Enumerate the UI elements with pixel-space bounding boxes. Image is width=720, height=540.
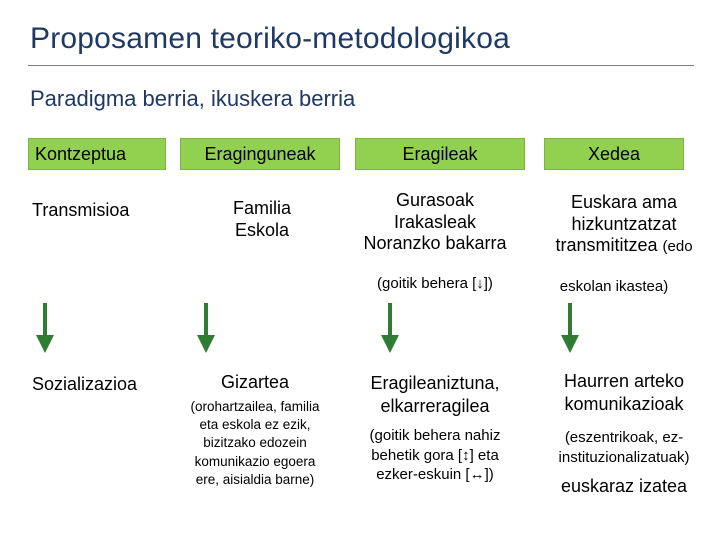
slide-title: Proposamen teoriko-metodologikoa — [30, 22, 510, 55]
row2-xedea-note: (eszentrikoak, ez- instituzionalizatuak) — [558, 429, 690, 466]
row-label-sozializazioa: Sozializazioa — [32, 374, 138, 394]
slide-subtitle: Paradigma berria, ikuskera berria — [30, 86, 356, 111]
header-eraginguneak: Eraginguneak — [180, 138, 340, 170]
header-eragileak: Eragileak — [355, 138, 525, 170]
row2-eragileak-note: (goitik behera nahiz behetik gora [↕] eta ezker-eskuin [↔]) — [369, 427, 501, 483]
row2-eraginguneak-note: (orohartzailea, familia eta eskola ez ezik, bizitzako edozein komunikazio egoera ere, aisialdia barne) — [190, 399, 320, 487]
row2-eraginguneak-main: Gizartea — [220, 372, 290, 392]
row2-eragileak-main: Eragileaniztuna, elkarreragilea — [370, 373, 500, 417]
row-label-transmisioa: Transmisioa — [32, 200, 130, 220]
header-kontzeptua: Kontzeptua — [28, 138, 166, 170]
arrow-down-icon — [378, 303, 402, 353]
arrow-down-icon — [194, 303, 218, 353]
arrow-down-icon — [33, 303, 57, 353]
header-xedea: Xedea — [544, 138, 684, 170]
row1-eraginguneak: Familia Eskola — [232, 198, 291, 240]
arrow-down-icon — [558, 303, 582, 353]
row1-xedea: Euskara ama hizkuntzatzat transmititzea (edo — [555, 192, 693, 256]
row2-xedea-end: euskaraz izatea — [560, 476, 688, 496]
row1-eragileak: Gurasoak Irakasleak Noranzko bakarra — [363, 190, 507, 254]
row1-xedea-note: eskolan ikastea) — [559, 278, 669, 295]
row1-eragileak-note: (goitik behera [↓]) — [377, 275, 493, 292]
row2-xedea-main: Haurren arteko komunikazioak — [563, 371, 685, 415]
title-divider — [28, 65, 694, 66]
